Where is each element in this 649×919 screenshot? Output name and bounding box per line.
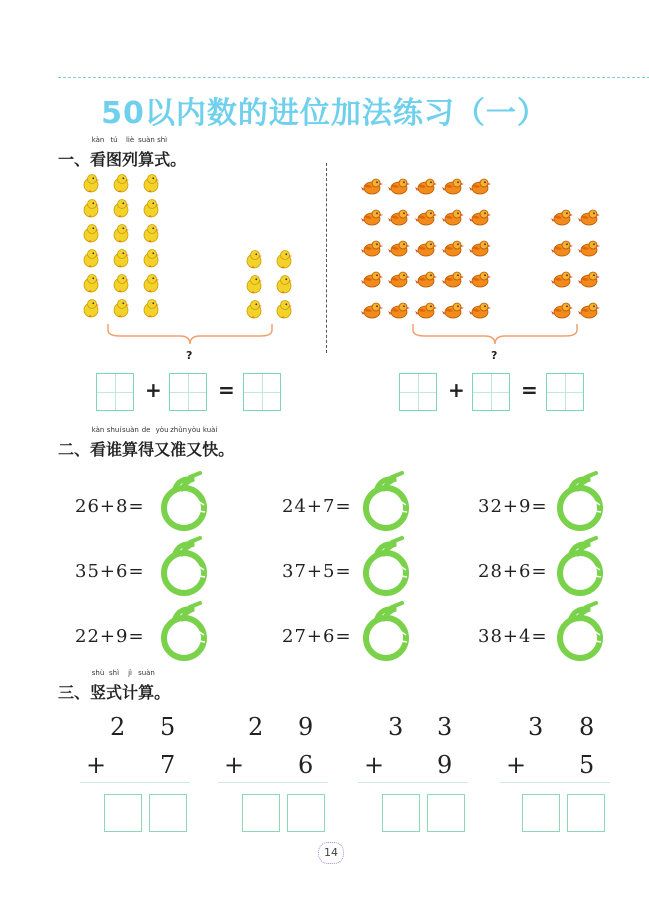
pinyin: liè	[125, 136, 135, 144]
ones-digit: 9	[298, 713, 314, 741]
pinyin: suàn	[138, 669, 155, 677]
sum-line	[500, 782, 610, 783]
plus-sign: +	[86, 751, 107, 779]
bird-icon	[387, 206, 411, 232]
page-number: 14	[318, 842, 344, 864]
answer-ring[interactable]	[362, 536, 420, 598]
plus-sign: +	[145, 378, 162, 402]
vertical-divider	[326, 163, 327, 353]
addition-problem: 27+6=	[282, 626, 352, 647]
period: 。	[154, 683, 171, 702]
answer-ring[interactable]	[160, 471, 218, 533]
sum-line	[358, 782, 468, 783]
tens-digit: 2	[248, 713, 264, 741]
plus-sign: +	[364, 751, 385, 779]
answer-box-tens[interactable]	[242, 794, 280, 832]
hanzi: 算	[138, 683, 155, 702]
answer-box[interactable]	[243, 373, 281, 411]
answer-ring[interactable]	[160, 536, 218, 598]
chick-icon	[110, 197, 132, 223]
chick-icon	[243, 248, 265, 274]
hanzi: 准	[170, 440, 187, 459]
addend-digit: 9	[437, 751, 453, 779]
answer-ring[interactable]	[362, 471, 420, 533]
bird-icon	[550, 206, 574, 232]
answer-ring[interactable]	[362, 601, 420, 663]
bird-icon	[414, 268, 438, 294]
addition-problem: 37+5=	[282, 561, 352, 582]
hanzi: 竖	[90, 683, 107, 702]
bird-icon	[441, 237, 465, 263]
chick-icon	[80, 197, 102, 223]
hanzi: 看	[90, 440, 107, 459]
hanzi: 列	[122, 150, 139, 169]
section1-heading	[58, 136, 187, 170]
brace-right	[405, 322, 585, 350]
equals-sign: =	[218, 378, 235, 402]
bird-icon	[577, 237, 601, 263]
bird-icon	[360, 299, 384, 325]
answer-box-ones[interactable]	[149, 794, 187, 832]
answer-box-tens[interactable]	[522, 794, 560, 832]
pinyin: kuài	[202, 426, 218, 434]
section1-number: 一、	[58, 150, 91, 169]
addition-problem: 28+6=	[478, 561, 548, 582]
bird-icon	[441, 206, 465, 232]
chick-icon	[243, 273, 265, 299]
pinyin: de	[141, 426, 151, 434]
addition-problem: 32+9=	[478, 496, 548, 517]
chick-icon	[80, 297, 102, 323]
bird-icon	[468, 268, 492, 294]
bird-icon	[441, 268, 465, 294]
chick-icon	[110, 297, 132, 323]
section2-heading	[58, 426, 235, 460]
answer-box-ones[interactable]	[287, 794, 325, 832]
bird-icon	[360, 237, 384, 263]
bird-icon	[577, 268, 601, 294]
bird-icon	[550, 237, 574, 263]
answer-box-ones[interactable]	[567, 794, 605, 832]
chick-icon	[110, 172, 132, 198]
bird-icon	[414, 175, 438, 201]
section3-heading	[58, 669, 171, 703]
answer-box[interactable]	[169, 373, 207, 411]
bird-icon	[468, 175, 492, 201]
ones-digit: 3	[437, 713, 453, 741]
pinyin: yòu	[187, 426, 201, 434]
chick-icon	[243, 298, 265, 324]
answer-box[interactable]	[96, 373, 134, 411]
addition-problem: 24+7=	[282, 496, 352, 517]
period: 。	[170, 150, 187, 169]
pinyin: kàn	[91, 426, 105, 434]
chick-icon	[273, 298, 295, 324]
hanzi: 算	[138, 150, 155, 169]
answer-box[interactable]	[546, 373, 584, 411]
chick-icon	[140, 272, 162, 298]
plus-sign: +	[224, 751, 245, 779]
tens-digit: 3	[528, 713, 544, 741]
plus-sign: +	[506, 751, 527, 779]
bird-icon	[577, 206, 601, 232]
chick-icon	[273, 248, 295, 274]
hanzi: 快	[202, 440, 219, 459]
bird-icon	[550, 268, 574, 294]
answer-ring[interactable]	[556, 601, 614, 663]
period: 。	[218, 440, 235, 459]
bird-icon	[387, 175, 411, 201]
pinyin: suàn	[122, 426, 139, 434]
answer-box-tens[interactable]	[104, 794, 142, 832]
ones-digit: 8	[579, 713, 595, 741]
addition-problem: 26+8=	[75, 496, 145, 517]
ones-digit: 5	[160, 713, 176, 741]
tens-digit: 3	[388, 713, 404, 741]
pinyin: jì	[128, 669, 132, 677]
chick-icon	[80, 222, 102, 248]
answer-box[interactable]	[399, 373, 437, 411]
bird-icon	[414, 237, 438, 263]
hanzi: 式	[106, 683, 123, 702]
addend-digit: 6	[298, 751, 314, 779]
chick-icon	[140, 222, 162, 248]
brace-left	[100, 322, 280, 350]
bird-icon	[360, 268, 384, 294]
answer-ring[interactable]	[556, 471, 614, 533]
chick-icon	[80, 272, 102, 298]
hanzi: 得	[138, 440, 155, 459]
addition-problem: 35+6=	[75, 561, 145, 582]
answer-box-ones[interactable]	[427, 794, 465, 832]
hanzi: 又	[186, 440, 203, 459]
section2-number: 二、	[58, 440, 91, 459]
bird-icon	[468, 237, 492, 263]
chick-icon	[140, 172, 162, 198]
chick-icon	[273, 273, 295, 299]
answer-ring[interactable]	[556, 536, 614, 598]
answer-box[interactable]	[472, 373, 510, 411]
addition-problem: 22+9=	[75, 626, 145, 647]
bird-icon	[360, 206, 384, 232]
hanzi: 又	[154, 440, 171, 459]
sum-line	[80, 782, 190, 783]
chick-icon	[80, 247, 102, 273]
hanzi: 式	[154, 150, 171, 169]
hanzi: 谁	[106, 440, 123, 459]
page-title: 50以内数的进位加法练习（一）	[101, 96, 548, 131]
hanzi: 图	[106, 150, 123, 169]
pinyin: shì	[109, 669, 120, 677]
tens-digit: 2	[110, 713, 126, 741]
pinyin: shuí	[106, 426, 122, 434]
answer-ring[interactable]	[160, 601, 218, 663]
bird-icon	[387, 237, 411, 263]
pinyin: shì	[157, 136, 168, 144]
equals-sign: =	[521, 378, 538, 402]
chick-icon	[80, 172, 102, 198]
question-mark: ?	[186, 349, 193, 362]
plus-sign: +	[448, 378, 465, 402]
chick-icon	[140, 247, 162, 273]
sum-line	[218, 782, 328, 783]
chick-icon	[110, 247, 132, 273]
bird-icon	[360, 175, 384, 201]
chick-icon	[140, 197, 162, 223]
chick-icon	[140, 297, 162, 323]
bird-icon	[387, 268, 411, 294]
addition-problem: 38+4=	[478, 626, 548, 647]
pinyin: zhǔn	[170, 426, 188, 434]
section3-number: 三、	[58, 683, 91, 702]
pinyin: suàn	[138, 136, 155, 144]
addend-digit: 7	[160, 751, 176, 779]
hanzi: 算	[122, 440, 139, 459]
top-dashed-line	[58, 77, 649, 78]
bird-icon	[468, 206, 492, 232]
pinyin: yòu	[155, 426, 169, 434]
pinyin: tú	[110, 136, 118, 144]
bird-icon	[414, 206, 438, 232]
chick-icon	[110, 272, 132, 298]
hanzi: 计	[122, 683, 139, 702]
pinyin: shù	[91, 669, 105, 677]
pinyin: kàn	[91, 136, 105, 144]
answer-box-tens[interactable]	[382, 794, 420, 832]
question-mark: ?	[491, 349, 498, 362]
addend-digit: 5	[579, 751, 595, 779]
hanzi: 看	[90, 150, 107, 169]
chick-icon	[110, 222, 132, 248]
bird-icon	[441, 175, 465, 201]
